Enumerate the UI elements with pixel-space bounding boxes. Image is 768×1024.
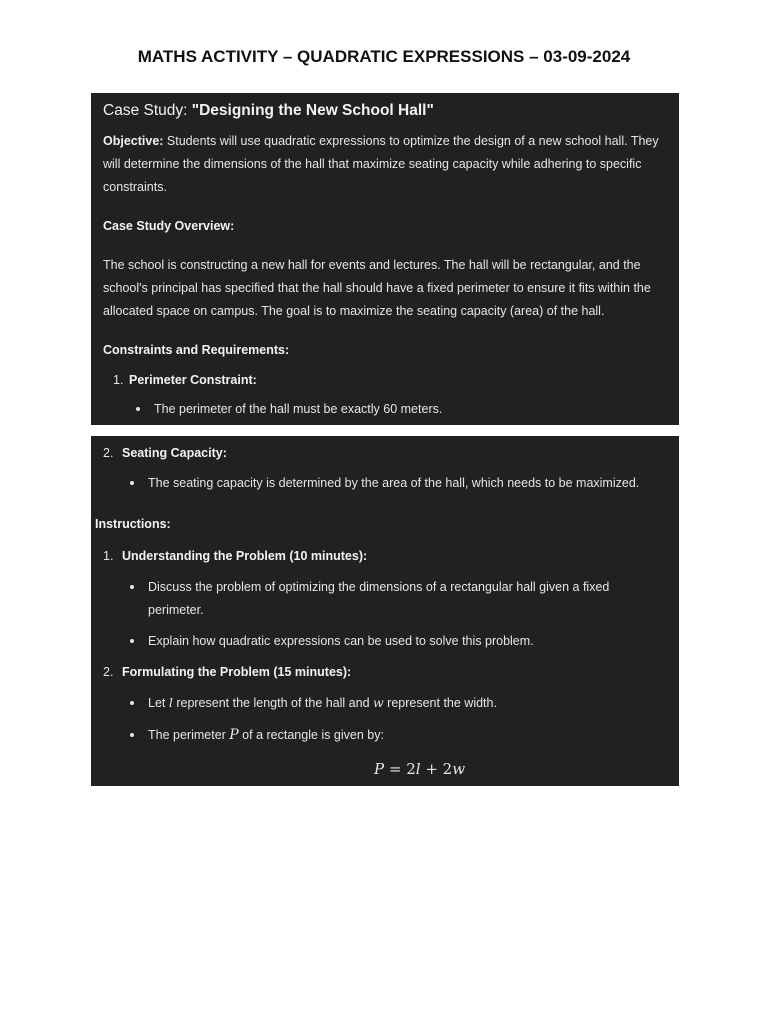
objective-line-1 [103, 133, 659, 149]
step1-label: Understanding the Problem (10 minutes): [122, 549, 368, 563]
let-text-b: represent the length of the hall and [172, 696, 373, 710]
step1-bullet2-text: Explain how quadratic expressions can be used to solve this problem. [148, 634, 534, 648]
perimeter-text [148, 727, 384, 743]
step2-number: 2. [103, 665, 114, 679]
overview-line-3: allocated space on campus. The goal is to maximize the seating capacity (area) of the hall. [103, 304, 605, 318]
case-study-panel-1 [91, 93, 679, 425]
perim-text-a: The perimeter [148, 728, 230, 742]
objective-line-2: will determine the dimensions of the hall that maximize seating capacity while adhering to specific [103, 157, 642, 171]
formula-plus: + [420, 760, 443, 778]
perim-text-b: of a rectangle is given by: [238, 728, 384, 742]
bullet-icon [130, 585, 134, 589]
item2-bullet-text: The seating capacity is determined by the area of the hall, which needs to be maximized. [148, 476, 640, 490]
var-p: P [229, 727, 239, 743]
bullet-icon [136, 407, 140, 411]
item2-label: Seating Capacity: [122, 446, 227, 460]
overview-line-1: The school is constructing a new hall for events and lectures. The hall will be rectangular, and the [103, 258, 641, 272]
item2-number: 2. [103, 446, 114, 460]
bullet-icon [130, 701, 134, 705]
formula-t1-num: 2 [406, 760, 416, 778]
heading-title: "Designing the New School Hall" [191, 102, 434, 119]
bullet-icon [130, 639, 134, 643]
bullet-icon [130, 481, 134, 485]
bullet-icon [130, 733, 134, 737]
objective-text-1: Students will use quadratic expressions to optimize the design of a new school hall. They [163, 134, 659, 148]
objective-label: Objective: [103, 134, 164, 148]
var-l: l [168, 695, 173, 710]
case-study-panel-2 [91, 436, 679, 786]
item1-number: 1. [113, 373, 124, 387]
formula-eq: = [384, 760, 407, 778]
case-study-heading [103, 101, 434, 121]
let-text-c: represent the width. [383, 696, 497, 710]
overview-heading: Case Study Overview: [103, 219, 235, 233]
constraints-heading: Constraints and Requirements: [103, 343, 290, 357]
instructions-heading: Instructions: [95, 517, 171, 531]
formula-lhs: P [374, 760, 385, 778]
item1-bullet-text: The perimeter of the hall must be exactly 60 meters. [154, 402, 443, 416]
page-title: MATHS ACTIVITY – QUADRATIC EXPRESSIONS – 03-09-2024 [137, 47, 631, 66]
item1-label: Perimeter Constraint: [129, 373, 257, 387]
let-variables-text [148, 695, 497, 711]
overview-line-2: school's principal has specified that the hall should have a fixed perimeter to ensure it fits within the [103, 281, 651, 295]
formula-t1-var: l [415, 760, 421, 778]
objective-line-3: constraints. [103, 180, 167, 194]
step1-bullet1-line2: perimeter. [148, 603, 204, 617]
step1-number: 1. [103, 549, 114, 563]
let-text-a: Let [148, 696, 169, 710]
perimeter-formula [374, 760, 465, 778]
formula-t2-var: w [452, 760, 466, 778]
formula-t2-num: 2 [442, 760, 453, 778]
heading-prefix: Case Study: [103, 102, 192, 119]
step2-label: Formulating the Problem (15 minutes): [122, 665, 352, 679]
var-w: w [373, 695, 384, 710]
step1-bullet1-line1: Discuss the problem of optimizing the dimensions of a rectangular hall given a fixed [148, 580, 610, 594]
